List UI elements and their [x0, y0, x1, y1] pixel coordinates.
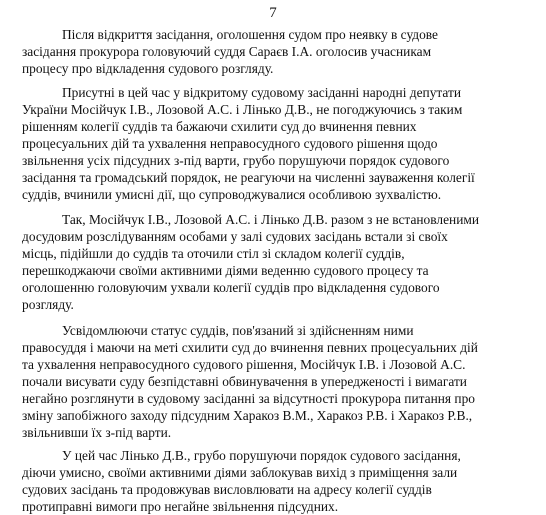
- paragraph-5-line-3: судових засідань та продовжував висловлювати на адресу колегії суддів: [22, 482, 432, 497]
- paragraph-4-line-6: зміну запобіжного заходу підсудним Харакоз В.М., Харакоз Р.В. і Харакоз Р.В.,: [22, 408, 473, 423]
- paragraph-3-line-3: місць, підійшли до суддів та оточили стіл зі складом колегії суддів,: [22, 246, 405, 261]
- paragraph-1-line-2: засідання прокурора головуючий суддя Сараєв І.А. оголосив учасникам: [22, 44, 432, 59]
- paragraph-2-line-5: звільнення усіх підсудних з-під варти, грубо порушуючи порядок судового: [22, 153, 450, 168]
- paragraph-4-line-1: Усвідомлюючи статус суддів, пов'язаний зі здійсненням ними: [62, 323, 414, 338]
- paragraph-1-line-3: процесу про відкладення судового розгляду.: [22, 61, 274, 76]
- paragraph-3-line-4: перешкоджаючи своїми активними діями веденню судового процесу та: [22, 263, 429, 278]
- paragraph-5-line-2: діючи умисно, своїми активними діями заблокував вихід з приміщення зали: [22, 465, 458, 480]
- paragraph-3-line-1: Так, Мосійчук І.В., Лозовой А.С. і Лінько Д.В. разом з не встановленими: [62, 212, 479, 227]
- page-number: 7: [269, 5, 277, 21]
- paragraph-2-line-7: суддів, вчинили умисні дії, що супроводжувалися особливою зухвалістю.: [22, 187, 442, 202]
- paragraph-5-line-4: протиправні вимоги про негайне звільнення підсудних.: [22, 499, 339, 514]
- paragraph-1-line-1: Після відкриття засідання, оголошення судом про неявку в судове: [62, 27, 438, 42]
- paragraph-2-line-2: України Мосійчук І.В., Лозовой А.С. і Лінько Д.В., не погоджуючись з таким: [22, 102, 463, 117]
- paragraph-2-line-1: Присутні в цей час у відкритому судовому засіданні народні депутати: [62, 85, 462, 100]
- paragraph-5-line-1: У цей час Лінько Д.В., грубо порушуючи порядок судового засідання,: [62, 448, 461, 463]
- paragraph-4-line-2: правосуддя і маючи на меті схилити суд до вчинення певних процесуальних дій: [22, 340, 478, 355]
- paragraph-2-line-4: процесуальних дій та ухвалення неправосудного судового рішення щодо: [22, 136, 438, 151]
- paragraph-2-line-3: рішенням колегії суддів та бажаючи схилити суд до вчинення певних: [22, 119, 417, 134]
- paragraph-3-line-2: досудовим розслідуванням особами у залі судових засідань встали зі своїх: [22, 229, 448, 244]
- paragraph-4-line-5: негайно розглянути в судовому засіданні за відсутності прокурора питання про: [22, 391, 475, 406]
- paragraph-3-line-6: розгляду.: [22, 297, 74, 312]
- paragraph-2-line-6: засідання та громадський порядок, не реагуючи на численні зауваження колегії: [22, 170, 475, 185]
- paragraph-3-line-5: оголошенню головуючим ухвали колегії суддів про відкладення судового: [22, 280, 440, 295]
- paragraph-4-line-7: звільнивши їх з-під варти.: [22, 425, 172, 440]
- paragraph-4-line-3: та ухвалення неправосудного судового рішення, Мосійчук І.В. і Лозовой А.С.: [22, 357, 466, 372]
- paragraph-4-line-4: почали висувати суду безпідставні обвинувачення в упередженості і вимагати: [22, 374, 467, 389]
